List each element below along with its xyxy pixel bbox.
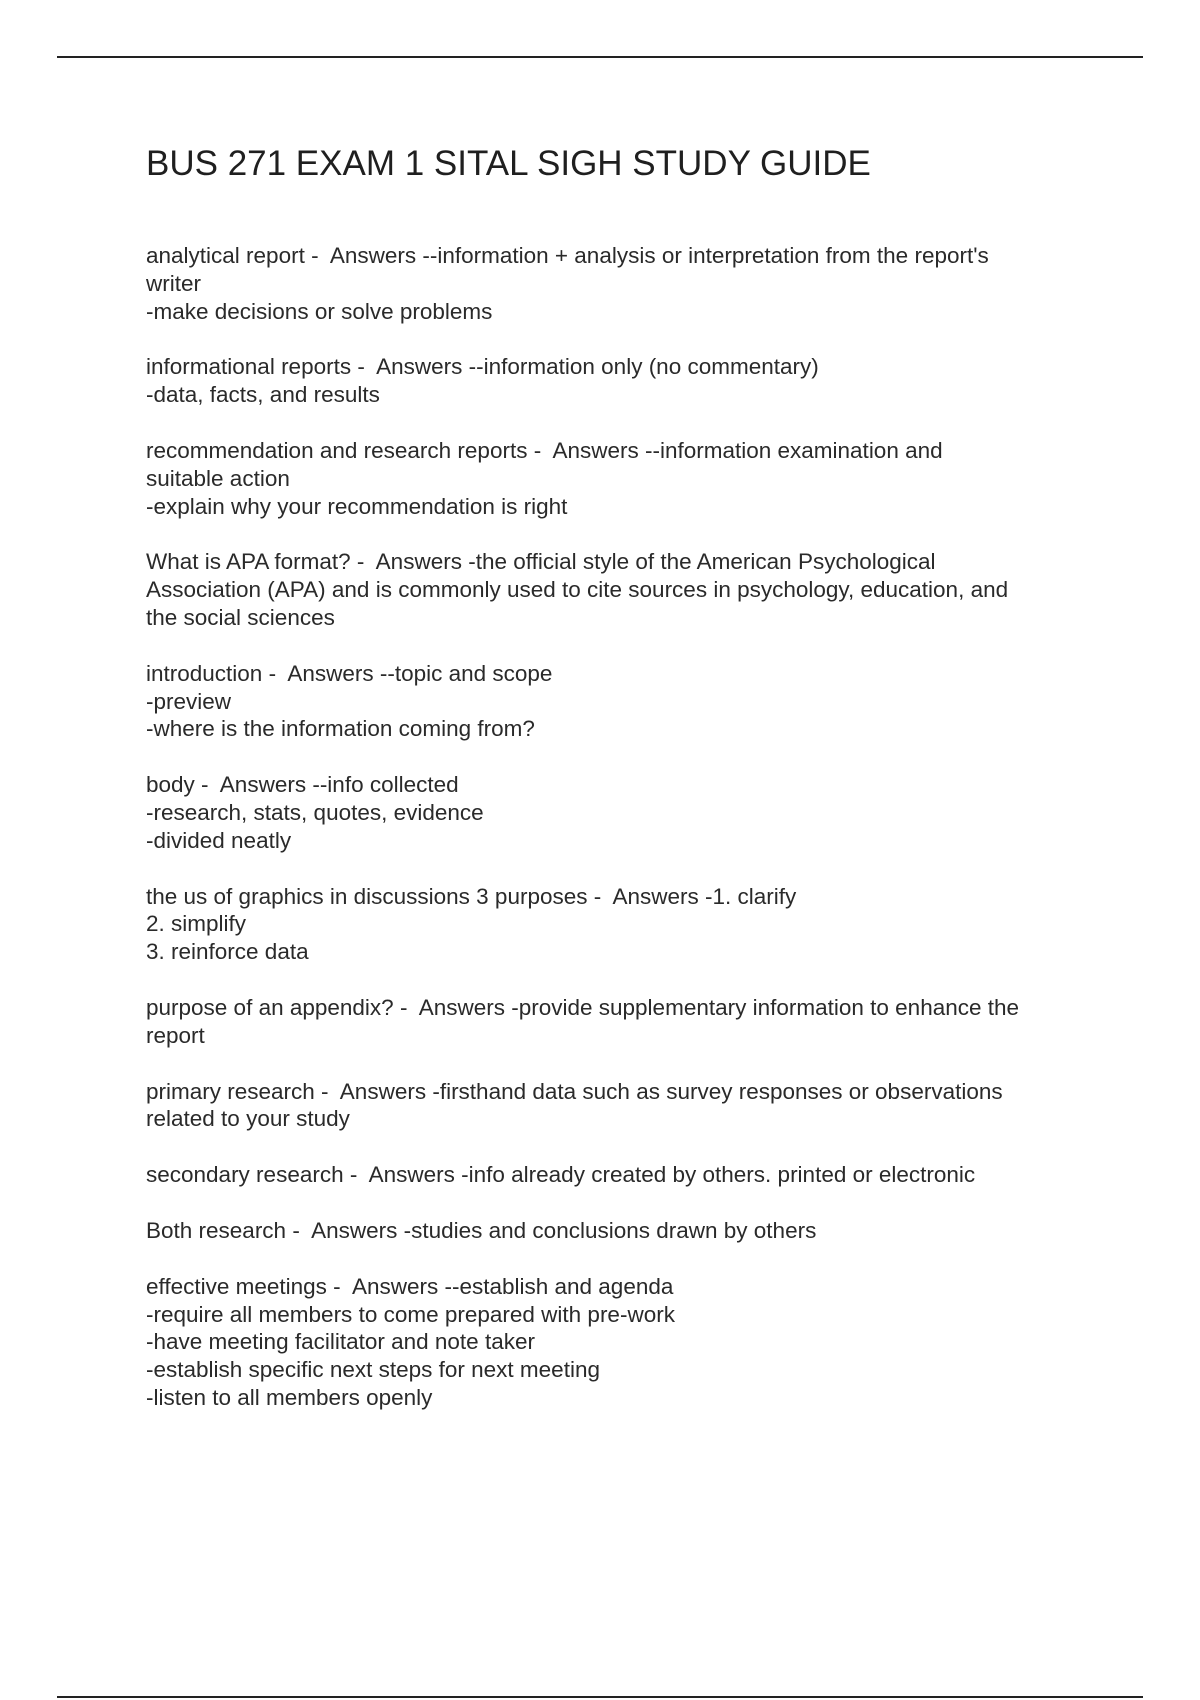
qa-detail-line: suitable action [146,465,290,491]
qa-detail-line: 3. reinforce data [146,939,309,965]
qa-term-line: body - Answers --info collected [146,772,459,798]
qa-term-line: effective meetings - Answers --establish and agenda [146,1273,674,1299]
qa-detail-line: -research, stats, quotes, evidence [146,799,484,825]
qa-detail-line: -listen to all members openly [146,1384,433,1410]
qa-entry [146,1273,1096,1412]
qa-entry [146,353,1096,409]
qa-term-line: secondary research - Answers -info already created by others. printed or electronic [146,1162,976,1188]
qa-detail-line: -divided neatly [146,827,292,853]
qa-entry [146,660,1096,743]
qa-detail-line: Association (APA) and is commonly used to cite sources in psychology, education, and [146,577,1009,603]
qa-detail-line: report [146,1022,205,1048]
qa-term-line: recommendation and research reports - Answers --information examination and [146,437,943,463]
qa-detail-line: the social sciences [146,604,335,630]
qa-entry [146,771,1096,854]
qa-term-line: purpose of an appendix? - Answers -provide supplementary information to enhance the [146,994,1020,1020]
qa-term-line: the us of graphics in discussions 3 purposes - Answers -1. clarify [146,883,797,909]
bottom-divider [57,1696,1143,1698]
qa-entry [146,1161,1096,1189]
qa-entry [146,1217,1096,1245]
qa-term-line: primary research - Answers -firsthand data such as survey responses or observations [146,1078,1003,1104]
qa-entry [146,883,1096,966]
qa-detail-line: -make decisions or solve problems [146,298,493,324]
qa-term-line: informational reports - Answers --information only (no commentary) [146,354,819,380]
top-divider [57,56,1143,58]
page-title: BUS 271 EXAM 1 SITAL SIGH STUDY GUIDE [146,144,871,183]
qa-detail-line: writer [146,270,201,296]
qa-term-line: What is APA format? - Answers -the official style of the American Psychological [146,549,936,575]
qa-term-line: introduction - Answers --topic and scope [146,660,553,686]
qa-detail-line: -establish specific next steps for next meeting [146,1357,600,1383]
qa-detail-line: -have meeting facilitator and note taker [146,1329,535,1355]
qa-detail-line: -preview [146,688,232,714]
qa-detail-line: -data, facts, and results [146,382,380,408]
qa-detail-line: related to your study [146,1106,350,1132]
qa-entry [146,994,1096,1050]
qa-entry [146,1078,1096,1134]
qa-entry [146,437,1096,520]
qa-entry [146,548,1096,631]
qa-entry [146,242,1096,325]
qa-detail-line: -explain why your recommendation is right [146,493,568,519]
qa-term-line: analytical report - Answers --information + analysis or interpretation from the report's [146,243,989,268]
qa-list [146,242,1096,1440]
qa-detail-line: 2. simplify [146,911,247,937]
qa-term-line: Both research - Answers -studies and conclusions drawn by others [146,1217,817,1243]
qa-detail-line: -where is the information coming from? [146,716,535,742]
qa-detail-line: -require all members to come prepared with pre-work [146,1301,675,1327]
